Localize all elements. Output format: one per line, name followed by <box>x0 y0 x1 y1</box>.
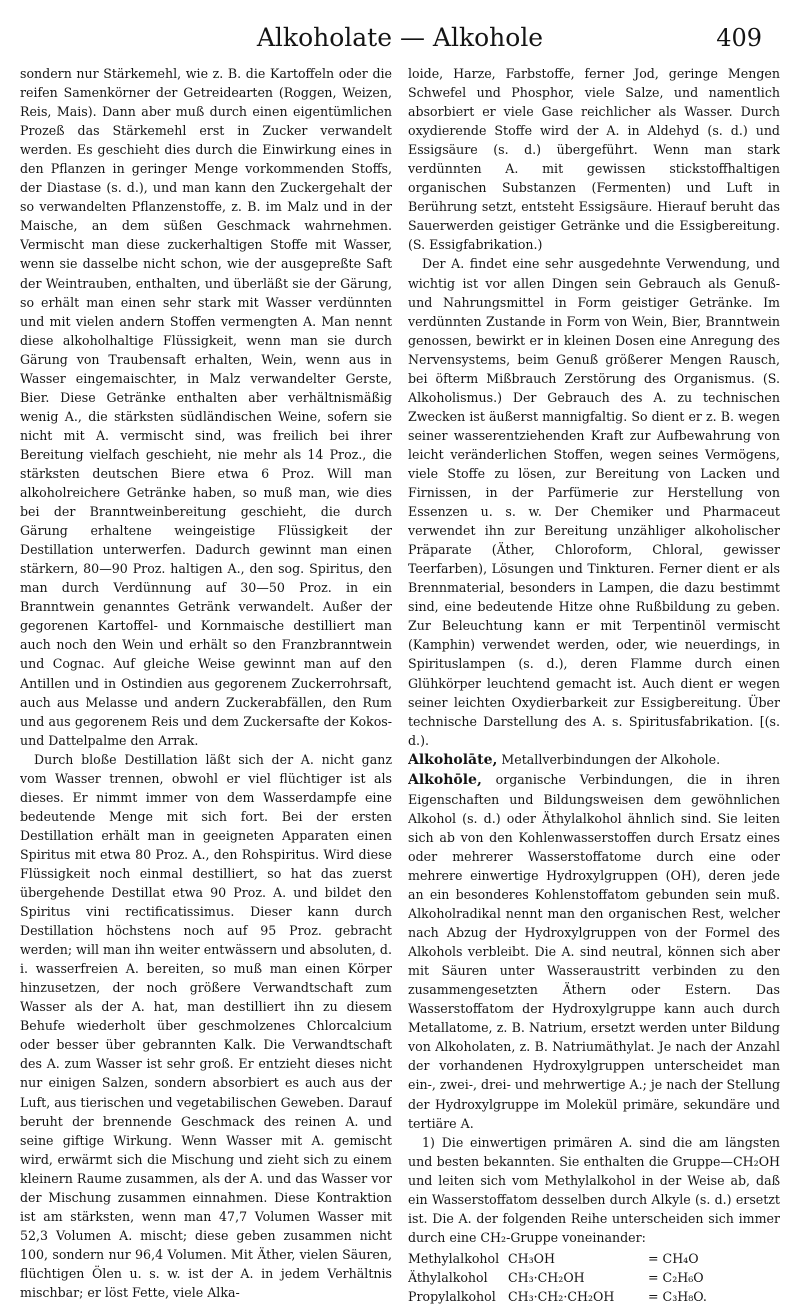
formula-structure: CH₃·CH₂OH <box>508 1269 585 1285</box>
paragraph: Durch bloße Destillation läßt sich der A. nicht ganz vom Wasser trennen, obwohl er viel flüchtiger ist als dieses. Er nimmt immer von dem Wasserdampfe eine bedeutende Menge mit sich fort. Bei der ersten Destillation erhält man in geeigneten Apparaten einen Spiritus mit etwa 80 Proz. A., den Rohspiritus. Wird diese Flüssigkeit noch einmal destilliert, so hat das zuerst übergehende Destillat etwa 90 Proz. A. und bildet den Spiritus vini rectificatissimus. Dieser kann durch Destillation höchstens noch auf 95 Proz. gebracht werden; will man ihn weiter entwässern und absoluten, d. i. wasserfreien A. bereiten, so muß man einen Körper hinzusetzen, der noch größere Verwandtschaft zum Wasser als der A. hat, man destilliert ihn zu diesem Behufe wiederholt über geschmolzenes Chlorcalcium oder besser über gebrannten Kalk. Die Verwandtschaft des A. zum Wasser ist sehr groß. Er entzieht dieses nicht nur einigen Salzen, sondern absorbiert es auch aus der Luft, aus tierischen und vegetabilischen Geweben. Darauf beruht der brennende Geschmack des reinen A. und seine giftige Wirkung. Wenn Wasser mit A. gemischt wird, erwärmt sich die Mischung und zieht sich zu einem kleinern Raume zusammen, als der A. und das Wasser vor der Mischung zusammen einnahmen. Diese Kontraktion ist am stärksten, wenn man 47,7 Volumen Wasser mit 52,3 Volumen A. mischt; diese geben zusammen nicht 100, sondern nur 96,4 Volumen. Mit Äther, vielen Säuren, flüchtigen Ölen u. s. w. ist der A. in jedem Verhältnis mischbar; er löst Fette, viele Alka- <box>20 751 392 1300</box>
entry-lemma: Alkohōle, <box>408 771 482 788</box>
page-number: 409 <box>716 24 762 52</box>
formula-structure: CH₃OH <box>508 1250 555 1266</box>
formula-row <box>408 1287 780 1306</box>
formula-name: Propylalkohol <box>408 1289 496 1304</box>
paragraph: loide, Harze, Farbstoffe, ferner Jod, geringe Mengen Schwefel und Phosphor, viele Salze, und namentlich absorbiert er viele Gase reichlicher als Wasser. Durch oxydierende Stoffe wird der A. in Aldehyd (s. d.) und Essigsäure (s. d.) übergeführt. Wenn man stark verdünnten A. mit gewissen stickstoffhaltigen organischen Substanzen (Fermenten) und Luft in Berührung setzt, entsteht Essigsäure. Hierauf beruht das Sauerwerden geistiger Getränke und die Essigbereitung. (S. Essigfabrikation.) <box>408 66 780 253</box>
formula-row <box>408 1249 780 1268</box>
entry-alkoholate <box>408 750 780 770</box>
formula-sum: = C₂H₆O <box>648 1269 704 1285</box>
paragraph: 1) Die einwertigen primären A. sind die am längsten und besten bekannten. Sie enthalten die Gruppe—CH₂OH und leiten sich vom Methylalkohol in der Weise ab, daß ein Wasserstoffatom desselben durch Alkyle (s. d.) ersetzt ist. Die A. der folgenden Reihe unterscheiden sich immer durch eine CH₂-Gruppe voneinander: <box>408 1134 780 1245</box>
formula-sum: = CH₄O <box>648 1250 699 1266</box>
running-title: Alkoholate — Alkohole <box>256 23 544 52</box>
formula-row <box>408 1268 780 1287</box>
formula-sum: = C₃H₈O. <box>648 1289 707 1304</box>
right-column <box>408 64 780 1306</box>
entry-text: organische Verbindungen, die in ihren Eigenschaften und Bildungsweisen dem gewöhnlichen Alkohol (s. d.) oder Äthylalkohol ähnlich sind. Sie leiten sich ab von den Kohlenwasserstoffen durch Ersatz eines oder mehrerer Wasserstoffatome durch eine oder mehrere einwertige Hydroxylgruppen (OH), deren jede an ein besonderes Kohlenstoffatom gebunden sein muß. Alkoholradikal nennt man den organischen Rest, welcher nach Abzug der Hydroxylgruppen von der Formel des Alkohols verbleibt. Die A. sind neutral, können sich aber mit Säuren unter Wasseraustritt verbinden zu den zusammengesetzten Äthern oder Estern. Das Wasserstoffatom der Hydroxylgruppe kann auch durch Metallatome, z. B. Natrium, ersetzt werden unter Bildung von Alkoholaten, z. B. Natriumäthylat. Je nach der Anzahl der vorhandenen Hydroxylgruppen unterscheidet man ein-, zwei-, drei- und mehrwertige A.; je nach der Stellung der Hydroxylgruppe im Molekül primäre, sekundäre und tertiäre A. <box>408 771 780 1131</box>
paragraph: sondern nur Stärkemehl, wie z. B. die Kartoffeln oder die reifen Samenkörner der Getreidearten (Roggen, Weizen, Reis, Mais). Dann aber muß durch einen eigentümlichen Prozeß das Stärkemehl erst in Zucker verwandelt werden. Es geschieht dies durch die Einwirkung eines in den Pflanzen in geringer Menge vorkommenden Stoffs, der Diastase (s. d.), und man kann den Zuckergehalt der so verwandelten Pflanzenstoffe, z. B. im Malz und in der Maische, an dem süßen Geschmack wahrnehmen. Vermischt man diese zuckerhaltigen Stoffe mit Wasser, wenn sie dasselbe nicht schon, wie der ausgepreßte Saft der Weintrauben, enthalten, und überläßt sie der Gärung, so erhält man einen sehr stark mit Wasser verdünnten und mit vielen andern Stoffen vermengten A. Man nennt diese alkoholhaltige Flüssigkeit, wenn man sie durch Gärung von Traubensaft erhalten, Wein, wenn aus in Wasser eingemaischter, in Malz verwandelter Gerste, Bier. Diese Getränke enthalten aber verhältnismäßig wenig A., die stärksten südländischen Weine, sofern sie nicht mit A. vermischt sind, was freilich bei ihrer Bereitung vielfach geschieht, nie mehr als 14 Proz., die stärksten deutschen Biere etwa 6 Proz. Will man alkoholreichere Getränke haben, so muß man, wie dies bei der Branntweinbereitung geschieht, die durch Gärung erhaltene weingeistige Flüssigkeit der Destillation unterwerfen. Dadurch gewinnt man einen stärkern, 80—90 Proz. haltigen A., den sog. Spiritus, den man durch Verdünnung auf 30—50 Proz. in ein Branntwein genanntes Getränk verwandelt. Außer der gegorenen Kartoffel- und Kornmaische destilliert man auch noch den Wein und erhält so den Franzbranntwein und Cognac. Auf gleiche Weise gewinnt man auf den Antillen und in Ostindien aus gegorenem Zuckerrohrsaft, auch aus Melasse und andern Zuckerabfällen, den Rum und aus gegorenem Reis und dem Zuckersafte der Kokos- und Dattelpalme den Arrak. <box>20 66 392 748</box>
formula-name: Äthylalkohol <box>408 1269 488 1285</box>
entry-text: Metallverbindungen der Alkohole. <box>497 751 721 767</box>
paragraph: Der A. findet eine sehr ausgedehnte Verwendung, und wichtig ist vor allen Dingen sein Gebrauch als Genuß- und Nahrungsmittel in Form geistiger Getränke. Im verdünnten Zustande in Form von Wein, Bier, Branntwein genossen, bewirkt er in kleinen Dosen eine Anregung des Nervensystems, beim Genuß größerer Mengen Rausch, bei öfterm Mißbrauch Zerstörung des Organismus. (S. Alkoholismus.) Der Gebrauch des A. zu technischen Zwecken ist äußerst mannigfaltig. So dient er z. B. wegen seiner wasserentziehenden Kraft zur Aufbewahrung von leicht veränderlichen Stoffen, wegen seines Vermögens, viele Stoffe zu lösen, zur Bereitung von Lacken und Firnissen, in der Parfümerie zur Herstellung von Essenzen u. s. w. Der Chemiker und Pharmaceut verwendet ihn zur Bereitung unzähliger alkoholischer Präparate (Äther, Chloroform, Chloral, gewisser Teerfarben), Lösungen und Tinkturen. Ferner dient er als Brennmaterial, besonders in Lampen, die dazu bestimmt sind, eine bedeutende Hitze ohne Rußbildung zu geben. Zur Beleuchtung kann er mit Terpentinöl vermischt (Kamphin) verwendet werden, oder, wie neuerdings, in Spirituslampen (s. d.), deren Flamme durch einen Glühkörper leuchtend gemacht ist. Auch dient er wegen seiner leichten Oxydierbarkeit zur Essigbereitung. Über technische Darstellung des A. s. Spiritusfabrikation. [(s. d.). <box>408 256 780 748</box>
formula-name: Methylalkohol <box>408 1250 500 1266</box>
page-header <box>20 14 780 62</box>
entry-lemma: Alkoholāte, <box>408 751 498 768</box>
entry-alkohole <box>408 770 780 1133</box>
formula-structure: CH₃·CH₂·CH₂OH <box>508 1289 615 1304</box>
text-columns <box>20 64 780 1306</box>
formula-table <box>408 1249 780 1306</box>
left-column <box>20 64 392 1306</box>
